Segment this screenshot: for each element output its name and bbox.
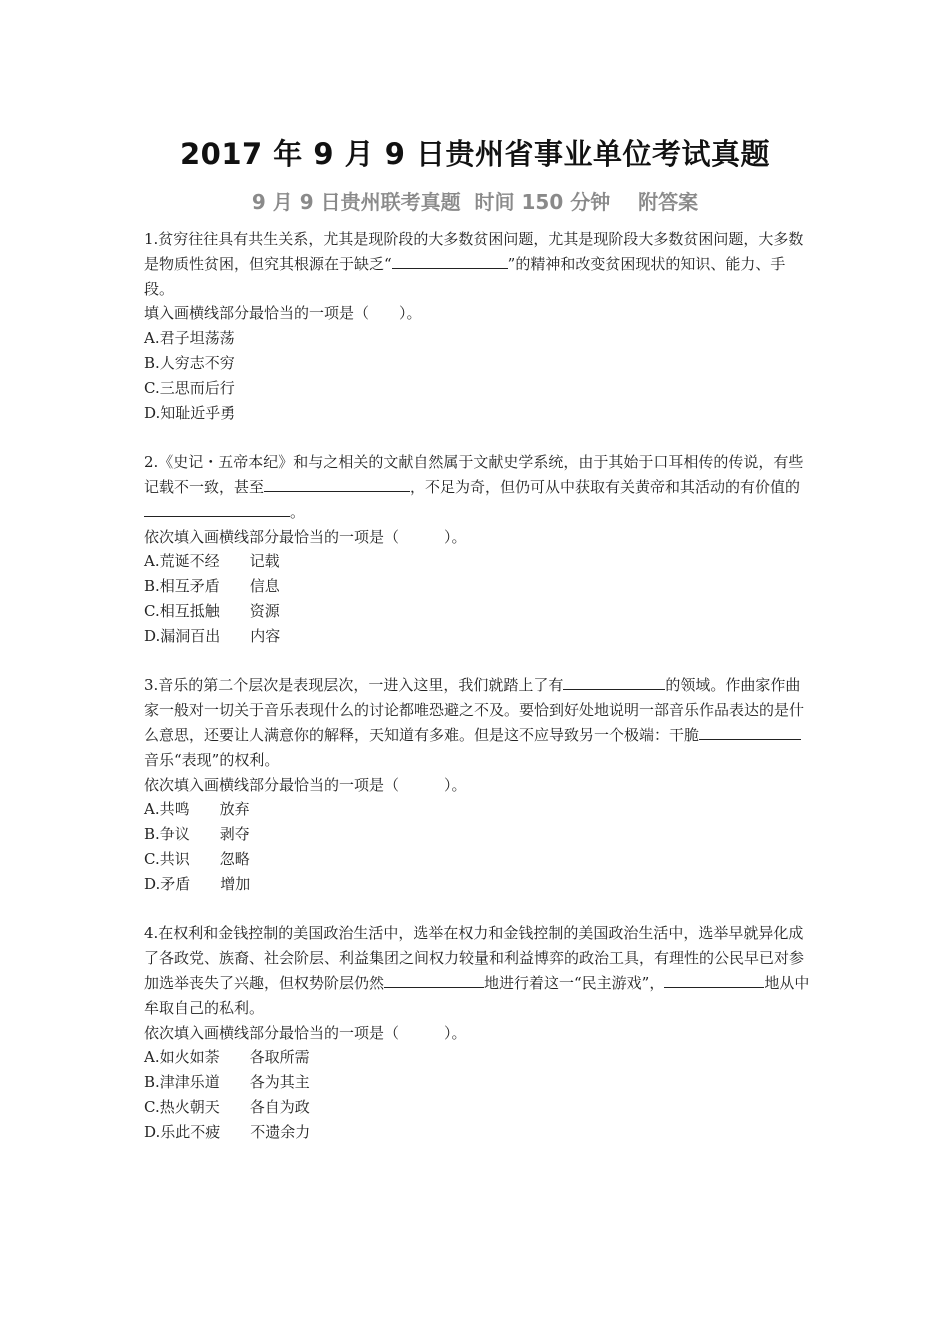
option-b: B.人穷志不穷 [144,353,235,372]
question-list [144,227,812,1169]
option-a: A.君子坦荡荡 [144,329,235,348]
option-c: C.三思而后行 [144,378,235,397]
question-1 [144,227,812,425]
answer-blank [699,723,801,740]
stem-text: 4.在权利和金钱控制的美国政治生活中，选举在权力和金钱控制的美国政治生活中，选举早就异化成了各政党、族裔、社会阶层、利益集团之间权力较量和利益博弈的政治工具，有理性的公民早已对参加选举丧失了兴趣，但权势阶层仍然 [144,924,805,992]
answer-blank [144,500,290,517]
option-a: A.共鸣 放弃 [144,800,250,819]
answer-blank [384,971,484,988]
question-prompt: 填入画横线部分最恰当的一项是（ ）。 [144,304,422,323]
option-b: B.争议 剥夺 [144,825,250,844]
option-c: C.相互抵触 资源 [144,601,280,620]
page-subtitle: 9 月 9 日贵州联考真题 时间 150 分钟 附答案 [251,190,699,214]
answer-blank [563,673,665,690]
question-3 [144,673,812,896]
page-title: 2017 年 9 月 9 日贵州省事业单位考试真题 [179,137,771,171]
stem-text: 的领域。作曲家作曲家一般对一切关于音乐表现什么的讨论都唯恐避之不及。要恰到好处地说明一部音乐作品表达的是什么意思，还要让人满意你的解释，天知道有多难。但是这不应导致另一个极端：干脆 [144,676,805,744]
option-c: C.共识 忽略 [144,849,250,868]
question-stem [144,450,812,524]
option-b: B.津津乐道 各为其主 [144,1073,310,1092]
stem-text: 3.音乐的第二个层次是表现层次，一进入这里，我们就踏上了有 [144,676,564,695]
option-a: A.如火如荼 各取所需 [144,1048,310,1067]
answer-blank [664,971,764,988]
stem-text: ”的精神和改变贫困现状的知识、能力、手段。 [144,254,786,298]
answer-blank [264,475,410,492]
stem-text: 1.贫穷往往具有共生关系，尤其是现阶段的大多数贫困问题，尤其是现阶段大多数贫困问题，大多数是物质性贫困，但究其根源在于缺乏“ [144,230,804,273]
option-b: B.相互矛盾 信息 [144,577,280,596]
question-stem [144,673,812,772]
question-prompt: 依次填入画横线部分最恰当的一项是（ ）。 [144,775,467,794]
option-d: D.知耻近乎勇 [144,403,236,422]
stem-text: 。 [290,502,306,521]
answer-blank [392,252,508,269]
option-d: D.矛盾 增加 [144,874,251,893]
stem-text: 地进行着这一“民主游戏”， [484,973,665,992]
question-stem [144,227,812,301]
stem-text: 音乐“表现”的权利。 [144,750,280,769]
option-d: D.漏洞百出 内容 [144,626,281,645]
stem-text: 2.《史记・五帝本纪》和与之相关的文献自然属于文献史学系统，由于其始于口耳相传的传说，有些记载不一致，甚至 [144,453,804,496]
question-prompt: 依次填入画横线部分最恰当的一项是（ ）。 [144,527,467,546]
question-4 [144,921,812,1144]
option-c: C.热火朝天 各自为政 [144,1097,310,1116]
question-prompt: 依次填入画横线部分最恰当的一项是（ ）。 [144,1023,467,1042]
stem-text: 地从中牟取自己的私利。 [144,973,810,1017]
stem-text: ，不足为奇，但仍可从中获取有关黄帝和其活动的有价值的 [410,477,801,496]
question-stem [144,921,812,1020]
question-2 [144,450,812,648]
option-a: A.荒诞不经 记载 [144,552,280,571]
option-d: D.乐此不疲 不遗余力 [144,1122,311,1141]
